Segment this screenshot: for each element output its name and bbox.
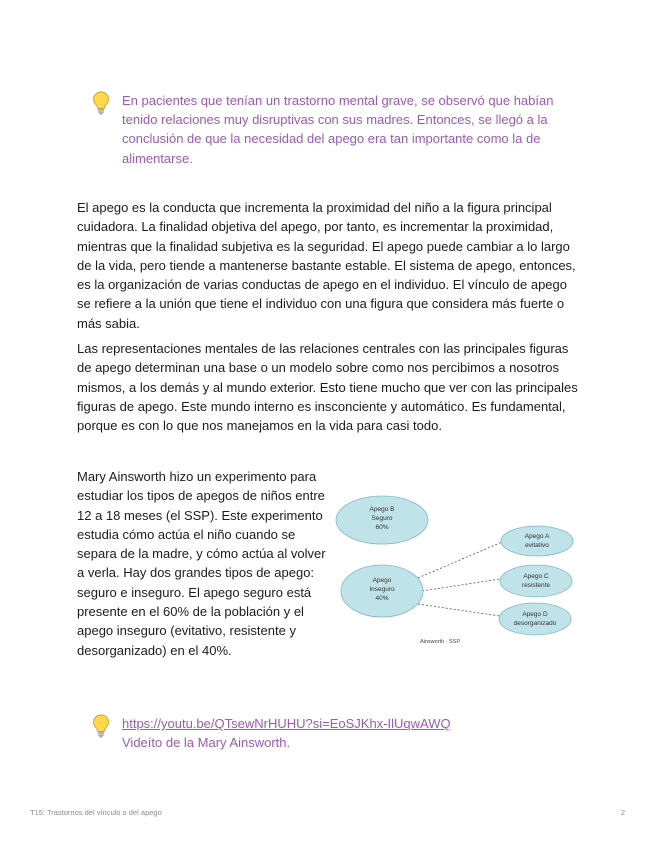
node-shape: [501, 526, 573, 556]
connector-desorganizado: [418, 604, 500, 616]
connector-evitativo: [418, 542, 502, 578]
video-link-caption: Videíto de la Mary Ainsworth.: [122, 735, 291, 751]
lightbulb-icon: [92, 91, 110, 115]
node-shape: [499, 603, 571, 635]
label-line: desorganizado: [513, 620, 557, 627]
link-callout: [92, 714, 562, 752]
paragraph-ainsworth: Mary Ainsworth hizo un experimento para estudiar los tipos de apegos de niños entre 12 a 18 meses (el SSP). Este experimento estudia cómo actúa el niño cuando se separa de la madre, y cómo actúa al volver a verla. Hay dos grandes tipos de apego: seguro e inseguro. El apego seguro está presente en el 60% de la población y el apego inseguro (evitativo, resistente y desorganizado) en el 40%.: [77, 469, 326, 658]
node-apego-resistente: [500, 565, 572, 597]
paragraph-representaciones: Las representaciones mentales de las relaciones centrales con las principales figuras de apego determinan una base o un modelo sobre como nos percibimos a nosotros mismos, a los demás y al mundo exterior. Esto tiene mucho que ver con las principales figuras de apego. Este mundo interno es insconciente y automático. Es fundamental, porque es con lo que nos manejamos en la vida para casi todo.: [77, 341, 578, 434]
connector-lines: [418, 542, 502, 616]
label-line: resistente: [521, 582, 551, 589]
video-link[interactable]: https://youtu.be/QTsewNrHUHU?si=EoSJKhx-IlUqwAWQ: [122, 716, 451, 731]
node-shape: [500, 565, 572, 597]
label-line: 60%: [375, 524, 389, 531]
apego-diagram: [332, 490, 580, 650]
page-number: 2: [620, 808, 625, 817]
callout-box: [92, 91, 562, 168]
diagram-caption: Ainsworth · SSP: [419, 639, 461, 645]
node-apego-inseguro: [341, 565, 423, 617]
label-line: Apego D: [522, 611, 548, 618]
label-line: evitativo: [525, 542, 549, 549]
label-line: Apego C: [523, 573, 549, 580]
node-apego-desorganizado: [499, 603, 571, 635]
node-apego-evitativo: [501, 526, 573, 556]
label-line: Seguro: [371, 515, 393, 522]
label-line: Apego A: [524, 533, 550, 540]
label-line: Apego: [372, 577, 392, 584]
node-apego-seguro: [336, 496, 428, 544]
lightbulb-icon: [92, 714, 110, 738]
label-line: Inseguro: [369, 586, 395, 593]
label-line: Apego B: [369, 506, 395, 513]
footer-title: T15: Trastornos del vínculo o del apego: [30, 808, 162, 817]
label-line: 40%: [375, 595, 389, 602]
paragraph-apego-definicion: El apego es la conducta que incrementa la proximidad del niño a la figura principal cuidadora. La finalidad objetiva del apego, por tanto, es incrementar la proximidad, mientras que la finalidad subjetiva es la seguridad. El apego puede cambiar a lo largo de la vida, pero tiende a mantenerse bastante estable. El sistema de apego, entonces, es la organización de varias conductas de apego en el individuo. El vínculo de apego se refiere a la unión que tiene el individuo con una figura que considera más fuerte o más sabia.: [77, 200, 576, 331]
connector-resistente: [422, 579, 500, 591]
callout-text: En pacientes que tenían un trastorno mental grave, se observó que habían tenido relaciones muy disruptivas con sus madres. Entonces, se llegó a la conclusión de que la necesidad del apego era tan importante como la de alimentarse.: [122, 93, 554, 166]
